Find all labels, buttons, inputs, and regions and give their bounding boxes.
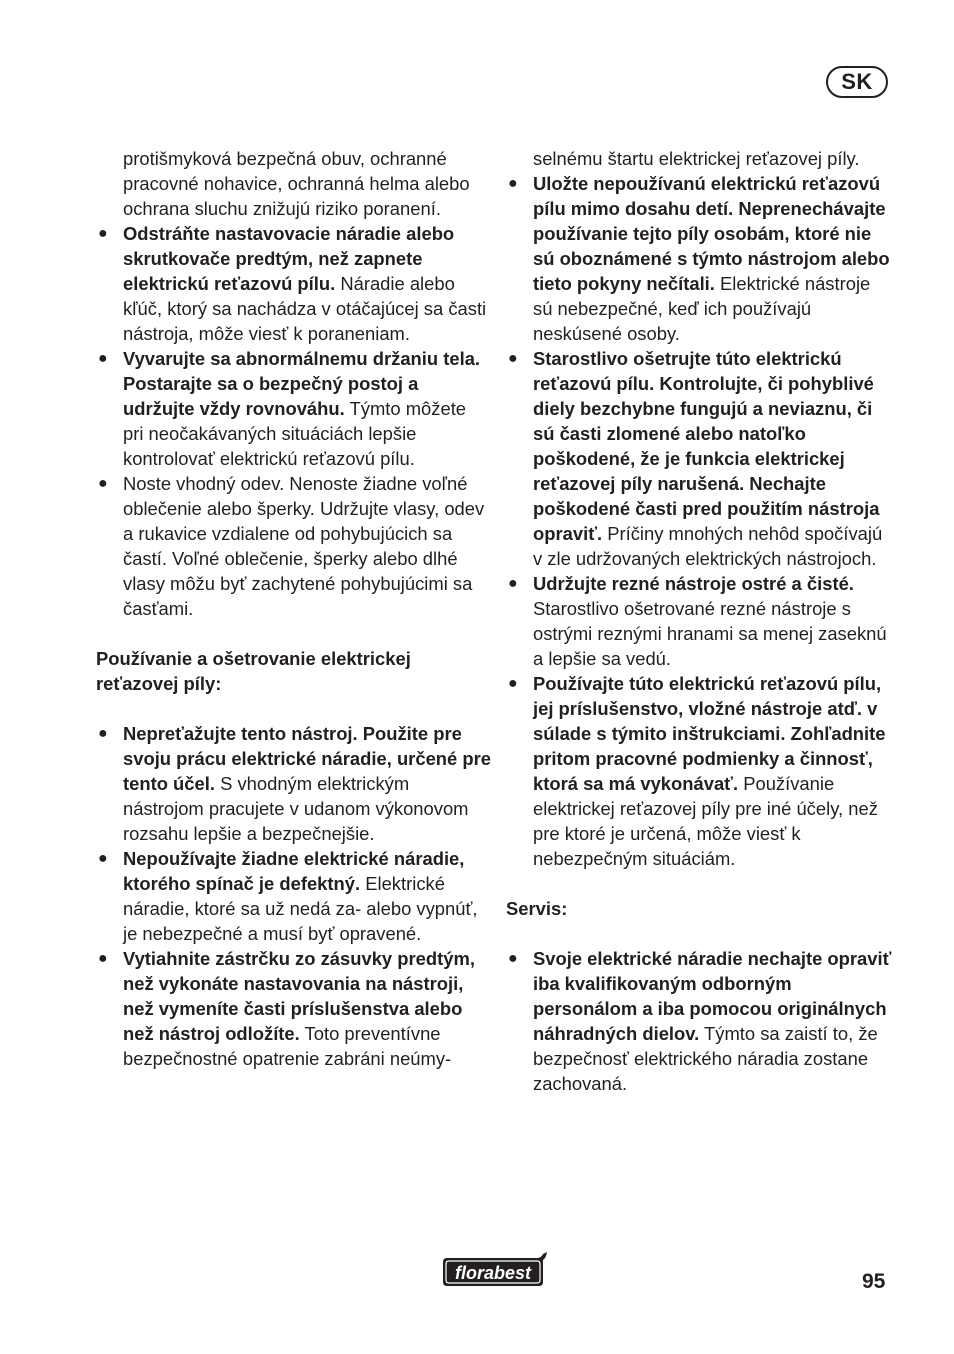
page-number: 95 xyxy=(862,1270,886,1293)
list-item: ● Uložte nepoužívanú elektrickú reťazovú pílu mimo dosahu detí. Neprenechávajte používanie tejto píly osobám, ktoré nie sú oboznámené s týmto nástrojom alebo tieto pokyny nečítali. Elektrické nástroje sú nebezpečné, keď ich používajú neskúsené osoby. xyxy=(508,173,890,344)
left-column xyxy=(96,146,491,1071)
list-item: ● Starostlivo ošetrujte túto elektrickú reťazovú pílu. Kontrolujte, či pohyblivé diely bezchybne fungujú a neviaznu, či sú časti zlomené alebo natoľko poškodené, že je funkcia elektrickej reťazovej píly narušená. Nechajte poškodené časti pred použitím nástroja opraviť. Príčiny mnohých nehôd spočívajú v zle udržovaných elektrických nástrojoch. xyxy=(508,348,883,569)
list-item: ● Udržujte rezné nástroje ostré a čisté. Starostlivo ošetrované rezné nástroje s ostrými reznými hranami sa menej zaseknú a lepšie sa vedú. xyxy=(508,573,887,669)
section-heading-service: Servis: xyxy=(506,898,568,919)
logo-text: florabest xyxy=(454,1263,532,1283)
section-heading-use-care: Používanie a ošetrovanie elektrickej reťazovej píly: xyxy=(96,648,411,694)
bullet-icon: ● xyxy=(508,350,518,367)
list-item: ● Nepreťažujte tento nástroj. Použite pre svoju prácu elektrické náradie, určené pre tento účel. S vhodným elektrickým nástrojom pracujete v udanom výkonovom rozsahu lepšie a bezpečnejšie. xyxy=(98,723,491,844)
bullet-icon: ● xyxy=(98,950,108,967)
bullet-icon: ● xyxy=(508,950,518,967)
bullet-icon: ● xyxy=(98,225,108,242)
language-badge: SK xyxy=(826,66,888,98)
list-item: ● Odstráňte nastavovacie náradie alebo skrutkovače predtým, než zapnete elektrickú reťazovú pílu. Náradie alebo kľúč, ktorý sa nachádza v otáčajúcej sa časti nástroja, môže viesť k poraneniam. xyxy=(98,223,487,344)
list-item: ● Noste vhodný odev. Nenoste žiadne voľné oblečenie alebo šperky. Udržujte vlasy, odev a rukavice vzdialene od pohybujúcich sa častí. Voľné oblečenie, šperky alebo dlhé vlasy môžu byť zachytené pohybujúcimi sa časťami. xyxy=(98,473,485,619)
intro-paragraph: protišmyková bezpečná obuv, ochranné pracovné nohavice, ochranná helma alebo ochrana sluchu znižujú riziko poranení. xyxy=(123,148,470,219)
safety-list-use-care xyxy=(96,721,491,1071)
list-item: ● Vyvarujte sa abnormálnemu držaniu tela. Postarajte sa o bezpečný postoj a udržujte vždy rovnováhu. Týmto môžete pri neočakávaných situáciách lepšie kontrolovať elektrickú reťazovú pílu. xyxy=(98,348,481,469)
safety-list-personal xyxy=(96,221,491,621)
safety-list-use-care-cont xyxy=(506,171,894,871)
list-item: ● Používajte túto elektrickú reťazovú pílu, jej príslušenstvo, vložné nástroje atď. v súlade s týmito inštrukciami. Zohľadnite pritom pracovné podmienky a činnosť, ktorá sa má vykonávať. Používanie elektrickej reťazovej píly pre iné účely, než pre ktoré je určená, môže viesť k nebezpečným situáciám. xyxy=(508,673,886,869)
continuation-paragraph: selnému štartu elektrickej reťazovej píly. xyxy=(533,148,860,169)
right-column xyxy=(506,146,894,1096)
bullet-icon: ● xyxy=(508,675,518,692)
bullet-icon: ● xyxy=(98,475,108,492)
bullet-icon: ● xyxy=(508,575,518,592)
bullet-icon: ● xyxy=(98,725,108,742)
bullet-icon: ● xyxy=(98,850,108,867)
safety-list-service xyxy=(506,946,894,1096)
list-item: ● Svoje elektrické náradie nechajte opraviť iba kvalifikovaným odborným personálom a iba pomocou originálnych náhradných dielov. Týmto sa zaistí to, že bezpečnosť elektrického náradia zostane zachovaná. xyxy=(508,948,892,1094)
bullet-icon: ● xyxy=(98,350,108,367)
list-item: ● Vytiahnite zástrčku zo zásuvky predtým, než vykonáte nastavovania na nástroji, než vymeníte časti príslušenstva alebo než nástroj odložíte. Toto preventívne bezpečnostné opatrenie zabráni neúmy- xyxy=(98,948,475,1069)
florabest-logo xyxy=(437,1250,553,1290)
list-item: ● Nepoužívajte žiadne elektrické náradie, ktorého spínač je defektný. Elektrické náradie, ktoré sa už nedá za- alebo vypnúť, je nebezpečné a musí byť opravené. xyxy=(98,848,478,944)
bullet-icon: ● xyxy=(508,175,518,192)
